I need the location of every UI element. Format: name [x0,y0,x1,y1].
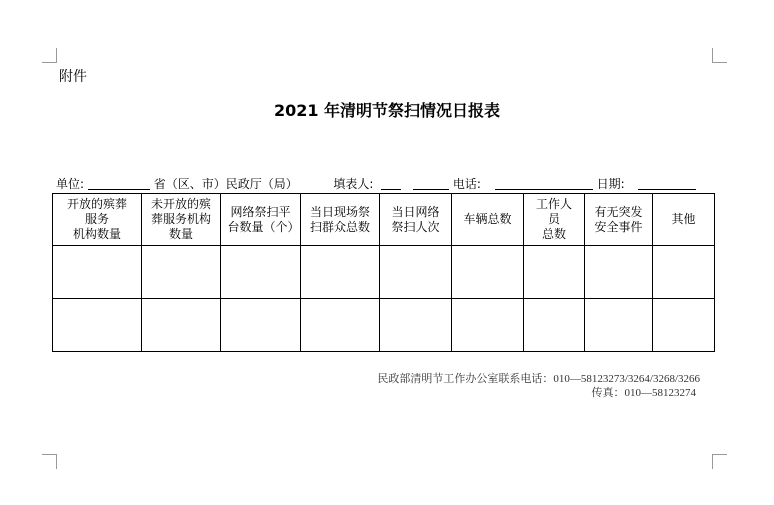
crop-mark-bottom-right [712,454,727,469]
table-header-row [53,194,715,246]
table-row [53,246,715,299]
table-row [53,299,715,352]
phone-label: 电话: [452,177,481,191]
filler-blank-2[interactable] [413,177,449,190]
crop-mark-top-right [712,48,727,63]
header-open-facilities: 开放的殡葬服务 机构数量 [53,194,142,246]
table-cell[interactable] [524,246,585,299]
phone-blank[interactable] [495,177,593,190]
table-cell[interactable] [585,246,653,299]
header-vehicles: 车辆总数 [452,194,524,246]
header-closed-facilities: 未开放的殡葬服务机构数量 [142,194,221,246]
date-label: 日期: [596,177,625,191]
filler-label: 填表人: [333,177,374,191]
table-cell[interactable] [452,246,524,299]
report-title: 2021 年清明节祭扫情况日报表 [273,101,501,120]
table-cell[interactable] [380,299,452,352]
crop-mark-top-left [42,48,57,63]
table-cell[interactable] [221,299,301,352]
filler-blank-1[interactable] [381,177,401,190]
table-cell[interactable] [653,246,715,299]
header-other: 其他 [653,194,715,246]
table-cell[interactable] [142,299,221,352]
header-incidents: 有无突发安全事件 [585,194,653,246]
crop-mark-bottom-left [42,454,57,469]
header-online-platforms: 网络祭扫平台数量（个） [221,194,301,246]
table-cell[interactable] [301,246,380,299]
province-label: 省（区、市）民政厅（局） [153,177,298,191]
info-row [56,175,696,192]
date-blank[interactable] [638,177,696,190]
table-cell[interactable] [142,246,221,299]
unit-blank[interactable] [88,177,150,190]
attachment-label: 附件 [59,69,87,85]
report-table [52,193,715,352]
table-cell[interactable] [301,299,380,352]
header-onsite-visitors: 当日现场祭扫群众总数 [301,194,380,246]
table-cell[interactable] [585,299,653,352]
table-cell[interactable] [221,246,301,299]
table-cell[interactable] [53,246,142,299]
table-cell[interactable] [524,299,585,352]
table-cell[interactable] [380,246,452,299]
footer-contact: 民政部清明节工作办公室联系电话：010—58123273/3264/3268/3266 [377,373,700,385]
header-online-visits: 当日网络祭扫人次 [380,194,452,246]
table-cell[interactable] [653,299,715,352]
footer-fax: 传真：010—58123274 [591,387,696,399]
table-cell[interactable] [452,299,524,352]
header-staff: 工作人员 总数 [524,194,585,246]
table-cell[interactable] [53,299,142,352]
unit-label: 单位: [56,177,85,191]
